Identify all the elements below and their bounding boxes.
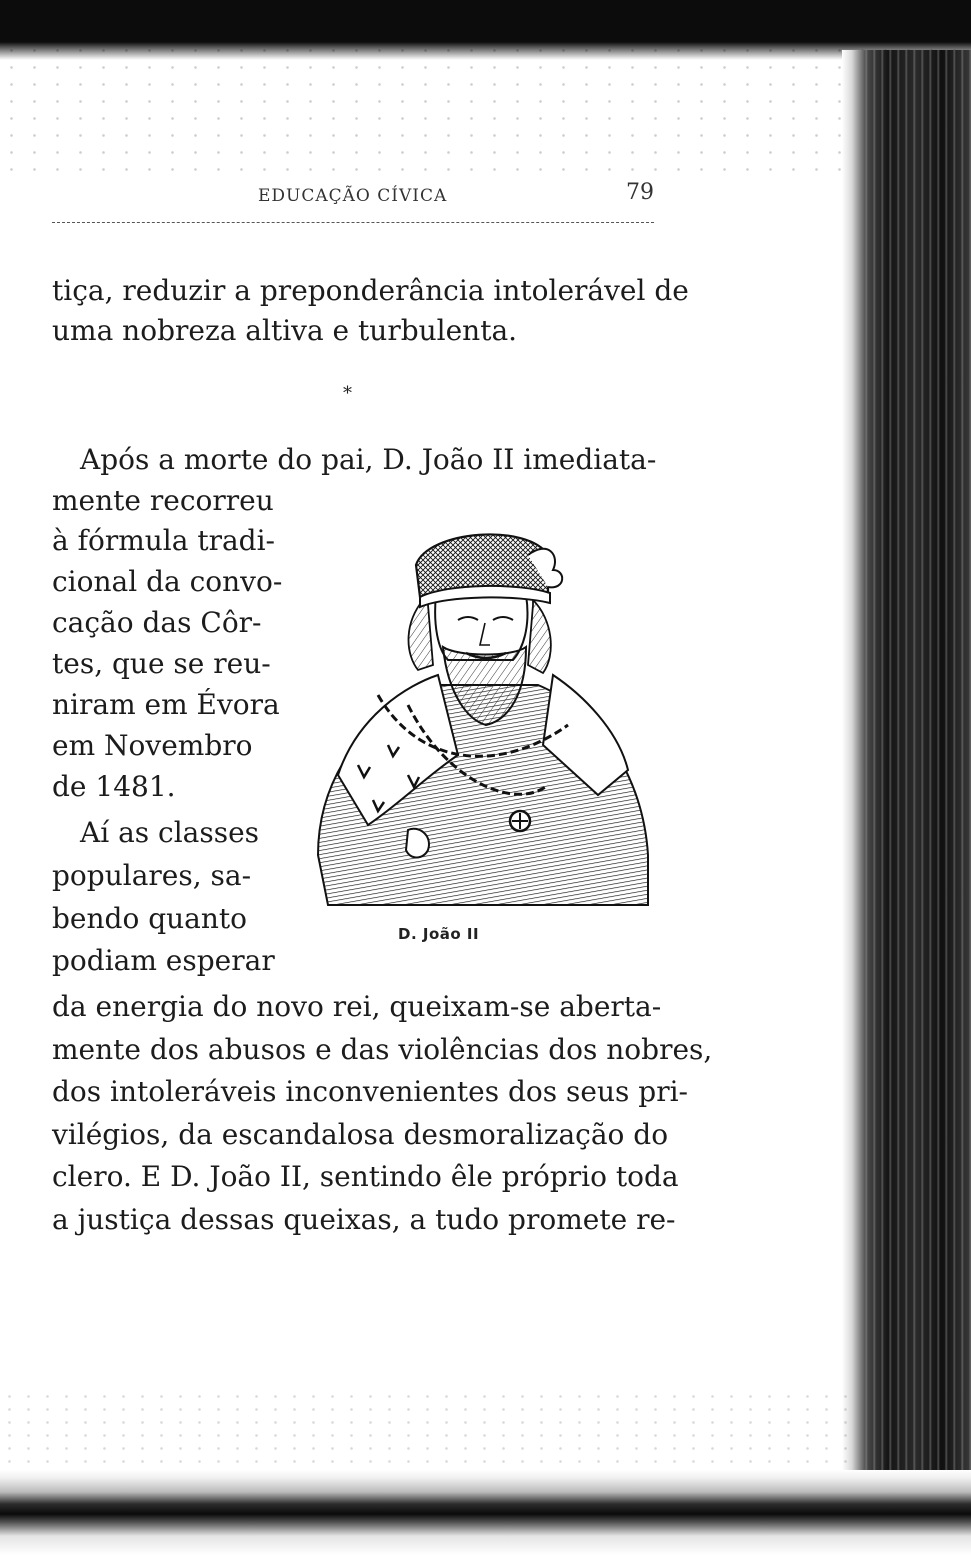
text-line: cional da convo- [52,565,283,598]
text-line: à fórmula tradi- [52,524,276,557]
text-line: podiam esperar [52,944,275,977]
running-head-title: EDUCAÇÃO CÍVICA [258,186,448,206]
text-line: tiça, reduzir a preponderância intolerável de [52,274,689,307]
portrait-hat [416,534,562,607]
text-line: Após a morte do pai, D. João II imediata- [80,443,657,476]
book-spine-streaks [860,50,971,1510]
text-line: Aí as classes [80,816,260,849]
text-line: dos intoleráveis inconvenientes dos seus pri- [52,1075,689,1108]
portrait-illustration [298,525,654,915]
scan-speckle-top [0,42,971,172]
text-line: populares, sa- [52,859,252,892]
text-line: cação das Côr- [52,606,262,639]
scan-bottom-edge [0,1470,971,1555]
text-line: a justiça dessas queixas, a tudo promete re- [52,1203,676,1236]
text-line: vilégios, da escandalosa desmoralização do [52,1118,669,1151]
page-number: 79 [626,180,654,205]
text-line: clero. E D. João II, sentindo êle próprio toda [52,1160,679,1193]
illustration-caption: D. João II [398,925,480,943]
text-line: uma nobreza altiva e turbulenta. [52,314,518,347]
text-line: mente recorreu [52,484,274,517]
text-line: de 1481. [52,770,176,803]
text-line: tes, que se reu- [52,647,271,680]
text-line: mente dos abusos e das violências dos nobres, [52,1033,713,1066]
text-line: da energia do novo rei, queixam-se aberta- [52,990,662,1023]
text-line: bendo quanto [52,902,248,935]
section-separator: * [343,383,352,404]
header-rule [52,222,654,223]
text-line: niram em Évora [52,688,280,721]
portrait-hand [406,829,429,858]
text-line: em Novembro [52,729,253,762]
running-head [52,178,654,228]
scan-speckle-bottom [0,1390,850,1470]
